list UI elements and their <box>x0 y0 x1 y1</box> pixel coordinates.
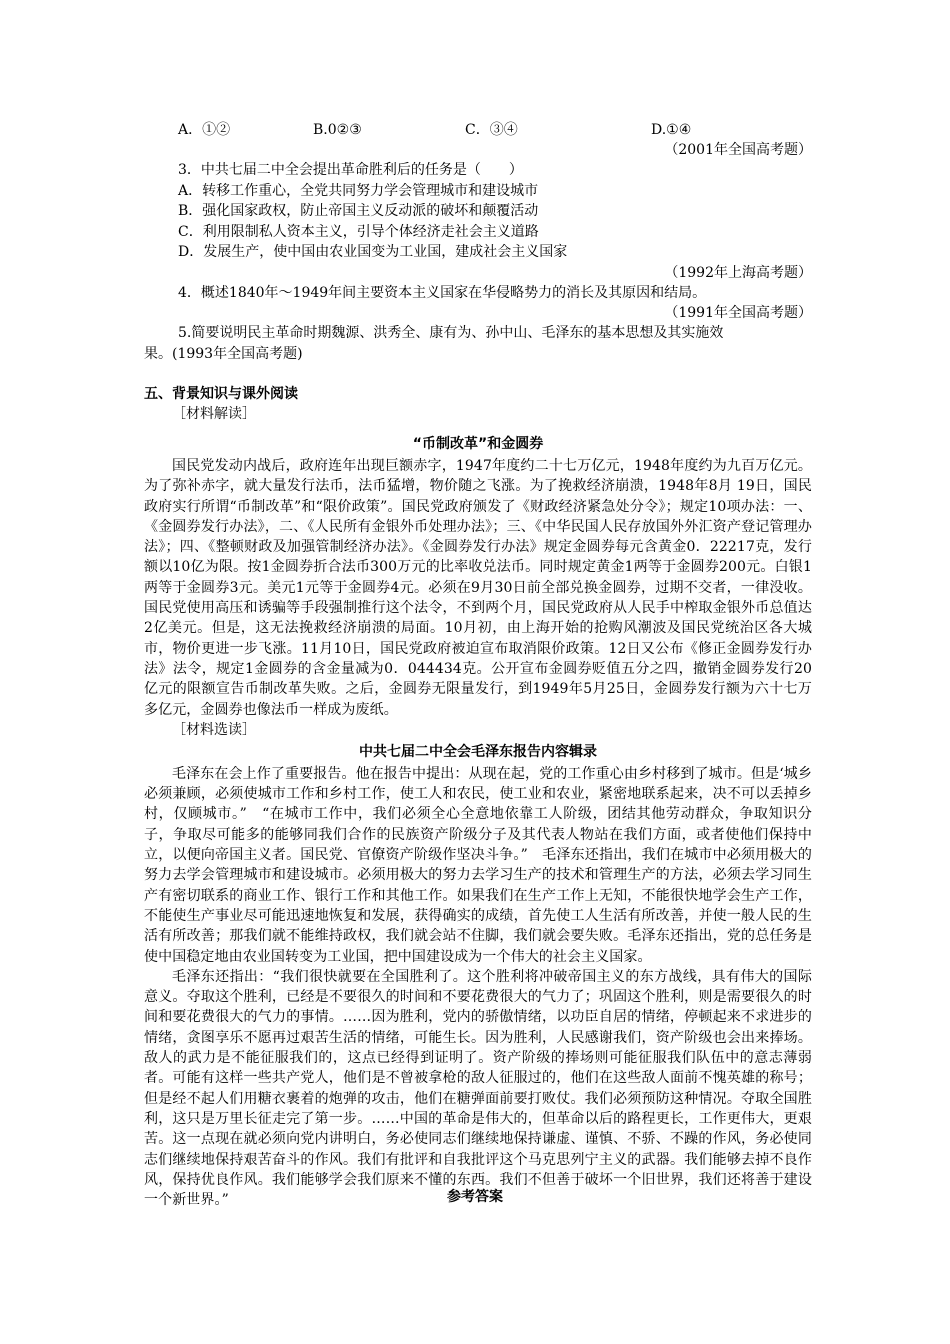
q3-stem: 3．中共七届二中全会提出革命胜利后的任务是（ ） <box>178 162 523 178</box>
q2-choice-c: C．③④ <box>465 122 518 138</box>
q5-stem-line2: 果。(1993年全国高考题) <box>144 345 303 362</box>
q3-option-b: B．强化国家政权，防止帝国主义反动派的破坏和颠覆活动 <box>178 203 539 219</box>
q4-stem: 4．概述1840年～1949年间主要资本主义国家在华侵略势力的消长及其原因和结局。 <box>178 284 707 301</box>
q3-source: （1992年上海高考题） <box>664 264 812 281</box>
material-select-label: ［材料选读］ <box>172 721 256 738</box>
q2-choice-d: D.①④ <box>651 122 692 138</box>
q2-source: （2001年全国高考题） <box>664 142 812 158</box>
q2-choices <box>144 120 812 140</box>
q3-option-d: D．发展生产，使中国由农业国变为工业国，建成社会主义国家 <box>178 244 568 260</box>
section-5-title: 五、背景知识与课外阅读 <box>144 386 298 402</box>
material-explain-label: ［材料解读］ <box>172 406 256 422</box>
article-1-body: 国民党发动内战后，政府连年出现巨额赤字，1947年度约二十七万亿元，1948年度约为九百万亿元。为了弥补赤字，就大量发行法币，法币猛增，物价随之飞涨。为了挽救经济崩溃，1948年8月 19日，国民政府实行所谓“币制改革”和“限价政策”。国民党政府颁发了《财政经济紧急处分令》；规定10项办法：一、《金圆券发行办法》，二、《人民所有金银外币处理办法》；三、《中华民国人民存放国外外汇资产登记管理办法》；四、《整顿财政及加强管制经济办法》。《金圆券发行办法》规定金圆券每元含黄金0．22217克，发行额以10亿为限。按1金圆券折合法币300万元的比率收兑法币。同时规定黄金1两等于金圆券200元。白银1两等于金圆券3元。美元1元等于金圆券4元。必须在9月30日前全部兑换金圆券，过期不交者，一律没收。国民党使用高压和诱骗等手段强制推行这个法令，不到两个月，国民党政府从人民手中榨取金银外币总值达2亿美元。但是，这无法挽救经济崩溃的局面。10月初，由上海开始的抢购风潮波及国民党统治区各大城市，物价更进一步飞涨。11月10日，国民党政府被迫宣布取消限价政策。12日又公布《修正金圆券发行办法》法令，规定1金圆券的含金量减为0．044434克。公开宣布金圆券贬值五分之四，撤销金圆券发行20亿元的限额宣告币制改革失败。之后，金圆券无限量发行，到1949年5月25日，金圆券发行额为六十七万多亿元，金圆券也像法币一样成为废纸。 <box>144 458 812 718</box>
q3-option-c: C．利用限制私人资本主义，引导个体经济走社会主义道路 <box>178 223 539 240</box>
q5-stem-line1: 5.简要说明民主革命时期魏源、洪秀全、康有为、孙中山、毛泽东的基本思想及其实施效 <box>178 325 724 341</box>
article-1-title: “币制改革”和金圆券 <box>412 436 544 452</box>
article-2-title: 中共七届二中全会毛泽东报告内容辑录 <box>359 743 597 760</box>
article-2-paragraph-1: 毛泽东在会上作了重要报告。他在报告中提出：从现在起，党的工作重心由乡村移到了城市。但是‘城乡必须兼顾，必须使城市工作和乡村工作，使工人和农民，使工业和农业，紧密地联系起来，决不可以丢掉乡村，仅顾城市。” “在城市工作中，我们必须全心全意地依靠工人阶级，团结其他劳动群众，争取知识分子，争取尽可能多的能够同我们合作的民族资产阶级分子及其代表人物站在我们方面，或者使他们保持中立，以便向帝国主义者。国民党、官僚资产阶级作坚决斗争。” 毛泽东还指出，我们在城市中必须用极大的努力去学会管理城市和建设城市。必须用极大的努力去学习生产的技术和管理生产的方法，必须去学习同生产有密切联系的商业工作、银行工作和其他工作。如果我们在生产工作上无知，不能很快地学会生产工作，不能使生产事业尽可能迅速地恢复和发展，获得确实的成绩，首先使工人生活有所改善，并使一般人民的生活有所改善；那我们就不能维持政权，我们就会站不住脚，我们就会要失败。毛泽东还指出，党的总任务是使中国稳定地由农业国转变为工业国，把中国建设成为一个伟大的社会主义国家。 <box>144 765 812 965</box>
q2-choice-a: A．①② <box>178 122 231 138</box>
answers-heading: 参考答案 <box>447 1189 503 1205</box>
q4-source: （1991年全国高考题） <box>664 305 812 321</box>
document-page <box>144 120 812 1210</box>
q2-choice-b: B.0②③ <box>313 122 362 138</box>
q3-option-a: A．转移工作重心，全党共同努力学会管理城市和建设城市 <box>178 182 539 199</box>
article-2-paragraph-2: 毛泽东还指出：“我们很快就要在全国胜利了。这个胜利将冲破帝国主义的东方战线，具有伟大的国际意义。夺取这个胜利，已经是不要很久的时间和不要花费很大的气力了；巩固这个胜利，则是需要很久的时间和要花费很大的气力的事情。……因为胜利，党内的骄傲情绪，以功臣自居的情绪，停顿起来不求进步的情绪，贪图享乐不愿再过艰苦生活的情绪，可能生长。因为胜利，人民感谢我们，资产阶级也会出来捧场。敌人的武力是不能征服我们的，这点已经得到证明了。资产阶级的捧场则可能征服我们队伍中的意志薄弱者。可能有这样一些共产党人，他们是不曾被拿枪的敌人征服过的，他们在这些敌人面前不愧英雄的称号；但是经不起人们用糖衣裹着的炮弹的攻击，他们在糖弹面前要打败仗。我们必须预防这种情况。夺取全国胜利，这只是万里长征走完了第一步。……中国的革命是伟大的，但革命以后的路程更长，工作更伟大，更艰苦。这一点现在就必须向党内讲明白，务必使同志们继续地保持谦虚、谨慎、不骄、不躁的作风，务必使同志们继续地保持艰苦奋斗的作风。我们有批评和自我批评这个马克思列宁主义的武器。我们能够去掉不良作风，保持优良作风。我们能够学会我们原来不懂的东西。我们不但善于破坏一个旧世界，我们还将善于建设一个新世界。” <box>144 968 812 1209</box>
